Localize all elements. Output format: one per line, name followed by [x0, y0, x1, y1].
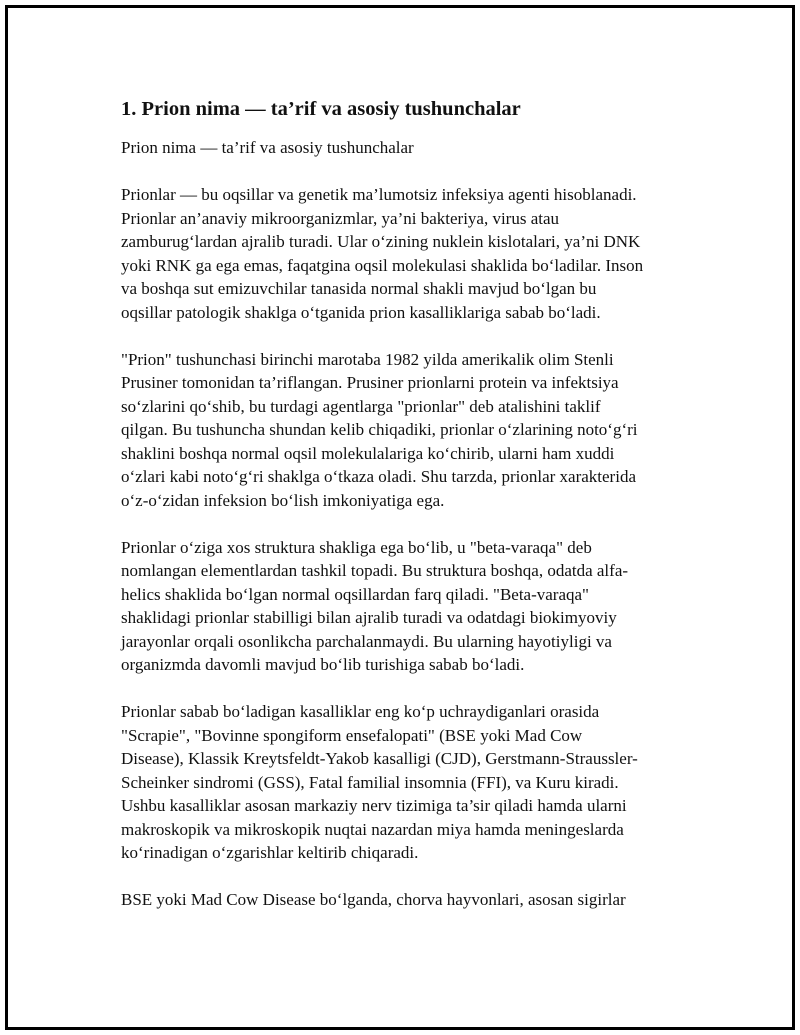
text-line: Disease), Klassik Kreytsfeldt-Yakob kasalligi (CJD), Gerstmann-Straussler-: [121, 749, 638, 768]
paragraph: [121, 348, 681, 513]
text-line: "Prion" tushunchasi birinchi marotaba 1982 yilda amerikalik olim Stenli: [121, 349, 614, 369]
paragraph: [121, 888, 681, 912]
text-line: shaklidagi prionlar stabilligi bilan ajralib turadi va odatdagi biokimyoviy: [121, 608, 617, 627]
text-line: Prionlar — bu oqsillar va genetik ma’lumotsiz infeksiya agenti hisoblanadi.: [121, 185, 637, 204]
text-line: nomlangan elementlardan tashkil topadi. Bu struktura boshqa, odatda alfa-: [121, 561, 629, 580]
text-line: so‘zlarini qo‘shib, bu turdagi agentlarga "prionlar" deb atalishini taklif: [121, 396, 601, 416]
text-line: zamburug‘lardan ajralib turadi. Ular o‘zining nuklein kislotalari, ya’ni DNK: [121, 232, 641, 251]
text-line: Prionlar an’anaviy mikroorganizmlar, ya’ni bakteriya, virus atau: [121, 208, 560, 228]
text-line: makroskopik va mikroskopik nuqtai nazardan miya hamda meningeslarda: [121, 819, 624, 839]
text-line: Prionlar sabab bo‘ladigan kasalliklar eng ko‘p uchraydiganlari orasida: [121, 702, 600, 721]
text-line: qilgan. Bu tushuncha shundan kelib chiqadiki, prionlar o‘zlarining noto‘g‘ri: [121, 420, 638, 439]
text-line: o‘z-o‘zidan infeksion bo‘lish imkoniyatiga ega.: [121, 490, 445, 510]
section-heading: 1. Prion nima — ta’rif va asosiy tushunchalar: [121, 98, 521, 120]
paragraph: [121, 183, 681, 324]
text-line: BSE yoki Mad Cow Disease bo‘lganda, chorva hayvonlari, asosan sigirlar: [121, 890, 626, 909]
paragraph: [121, 536, 681, 677]
text-line: ko‘rinadigan o‘zgarishlar keltirib chiqaradi.: [121, 843, 419, 862]
text-line: organizmda davomli mavjud bo‘lib turishiga sabab bo‘ladi.: [121, 655, 525, 674]
paragraphs: [121, 183, 681, 912]
text-line: Ushbu kasalliklar asosan markaziy nerv tizimiga ta’sir qiladi hamda ularni: [121, 796, 627, 815]
text-line: o‘zlari kabi noto‘g‘ri shaklga o‘tkaza oladi. Shu tarzda, prionlar xarakterida: [121, 467, 636, 486]
text-line: shaklini boshqa normal oqsil molekulalariga ko‘chirib, ularni ham xuddi: [121, 443, 615, 463]
text-line: va boshqa sut emizuvchilar tanasida normal shakli mavjud bo‘lgan bu: [121, 279, 597, 298]
text-line: yoki RNK ga ega emas, faqatgina oqsil molekulasi shaklida bo‘ladilar. Inson: [121, 255, 644, 275]
text-line: Scheinker sindromi (GSS), Fatal familial insomnia (FFI), va Kuru kiradi.: [121, 772, 619, 792]
text-line: "Scrapie", "Bovinne spongiform ensefalopati" (BSE yoki Mad Cow: [121, 725, 583, 745]
text-line: Prionlar o‘ziga xos struktura shakliga ega bo‘lib, u "beta-varaqa" deb: [121, 537, 592, 557]
text-line: jarayonlar orqali osonlikcha parchalanmaydi. Bu ularning hayotiyligi va: [121, 631, 612, 651]
text-line: oqsillar patologik shaklga o‘tganida prion kasalliklariga sabab bo‘ladi.: [121, 302, 601, 322]
section-subtitle: Prion nima — ta’rif va asosiy tushunchalar: [121, 138, 414, 157]
text-line: helics shaklida bo‘lgan normal oqsillardan farq qiladi. "Beta-varaqa": [121, 584, 589, 604]
document-page: [5, 5, 795, 1030]
document-body: [121, 96, 681, 935]
text-line: Prusiner tomonidan ta’riflangan. Prusiner prionlarni protein va infektsiya: [121, 373, 619, 392]
paragraph: [121, 700, 681, 865]
